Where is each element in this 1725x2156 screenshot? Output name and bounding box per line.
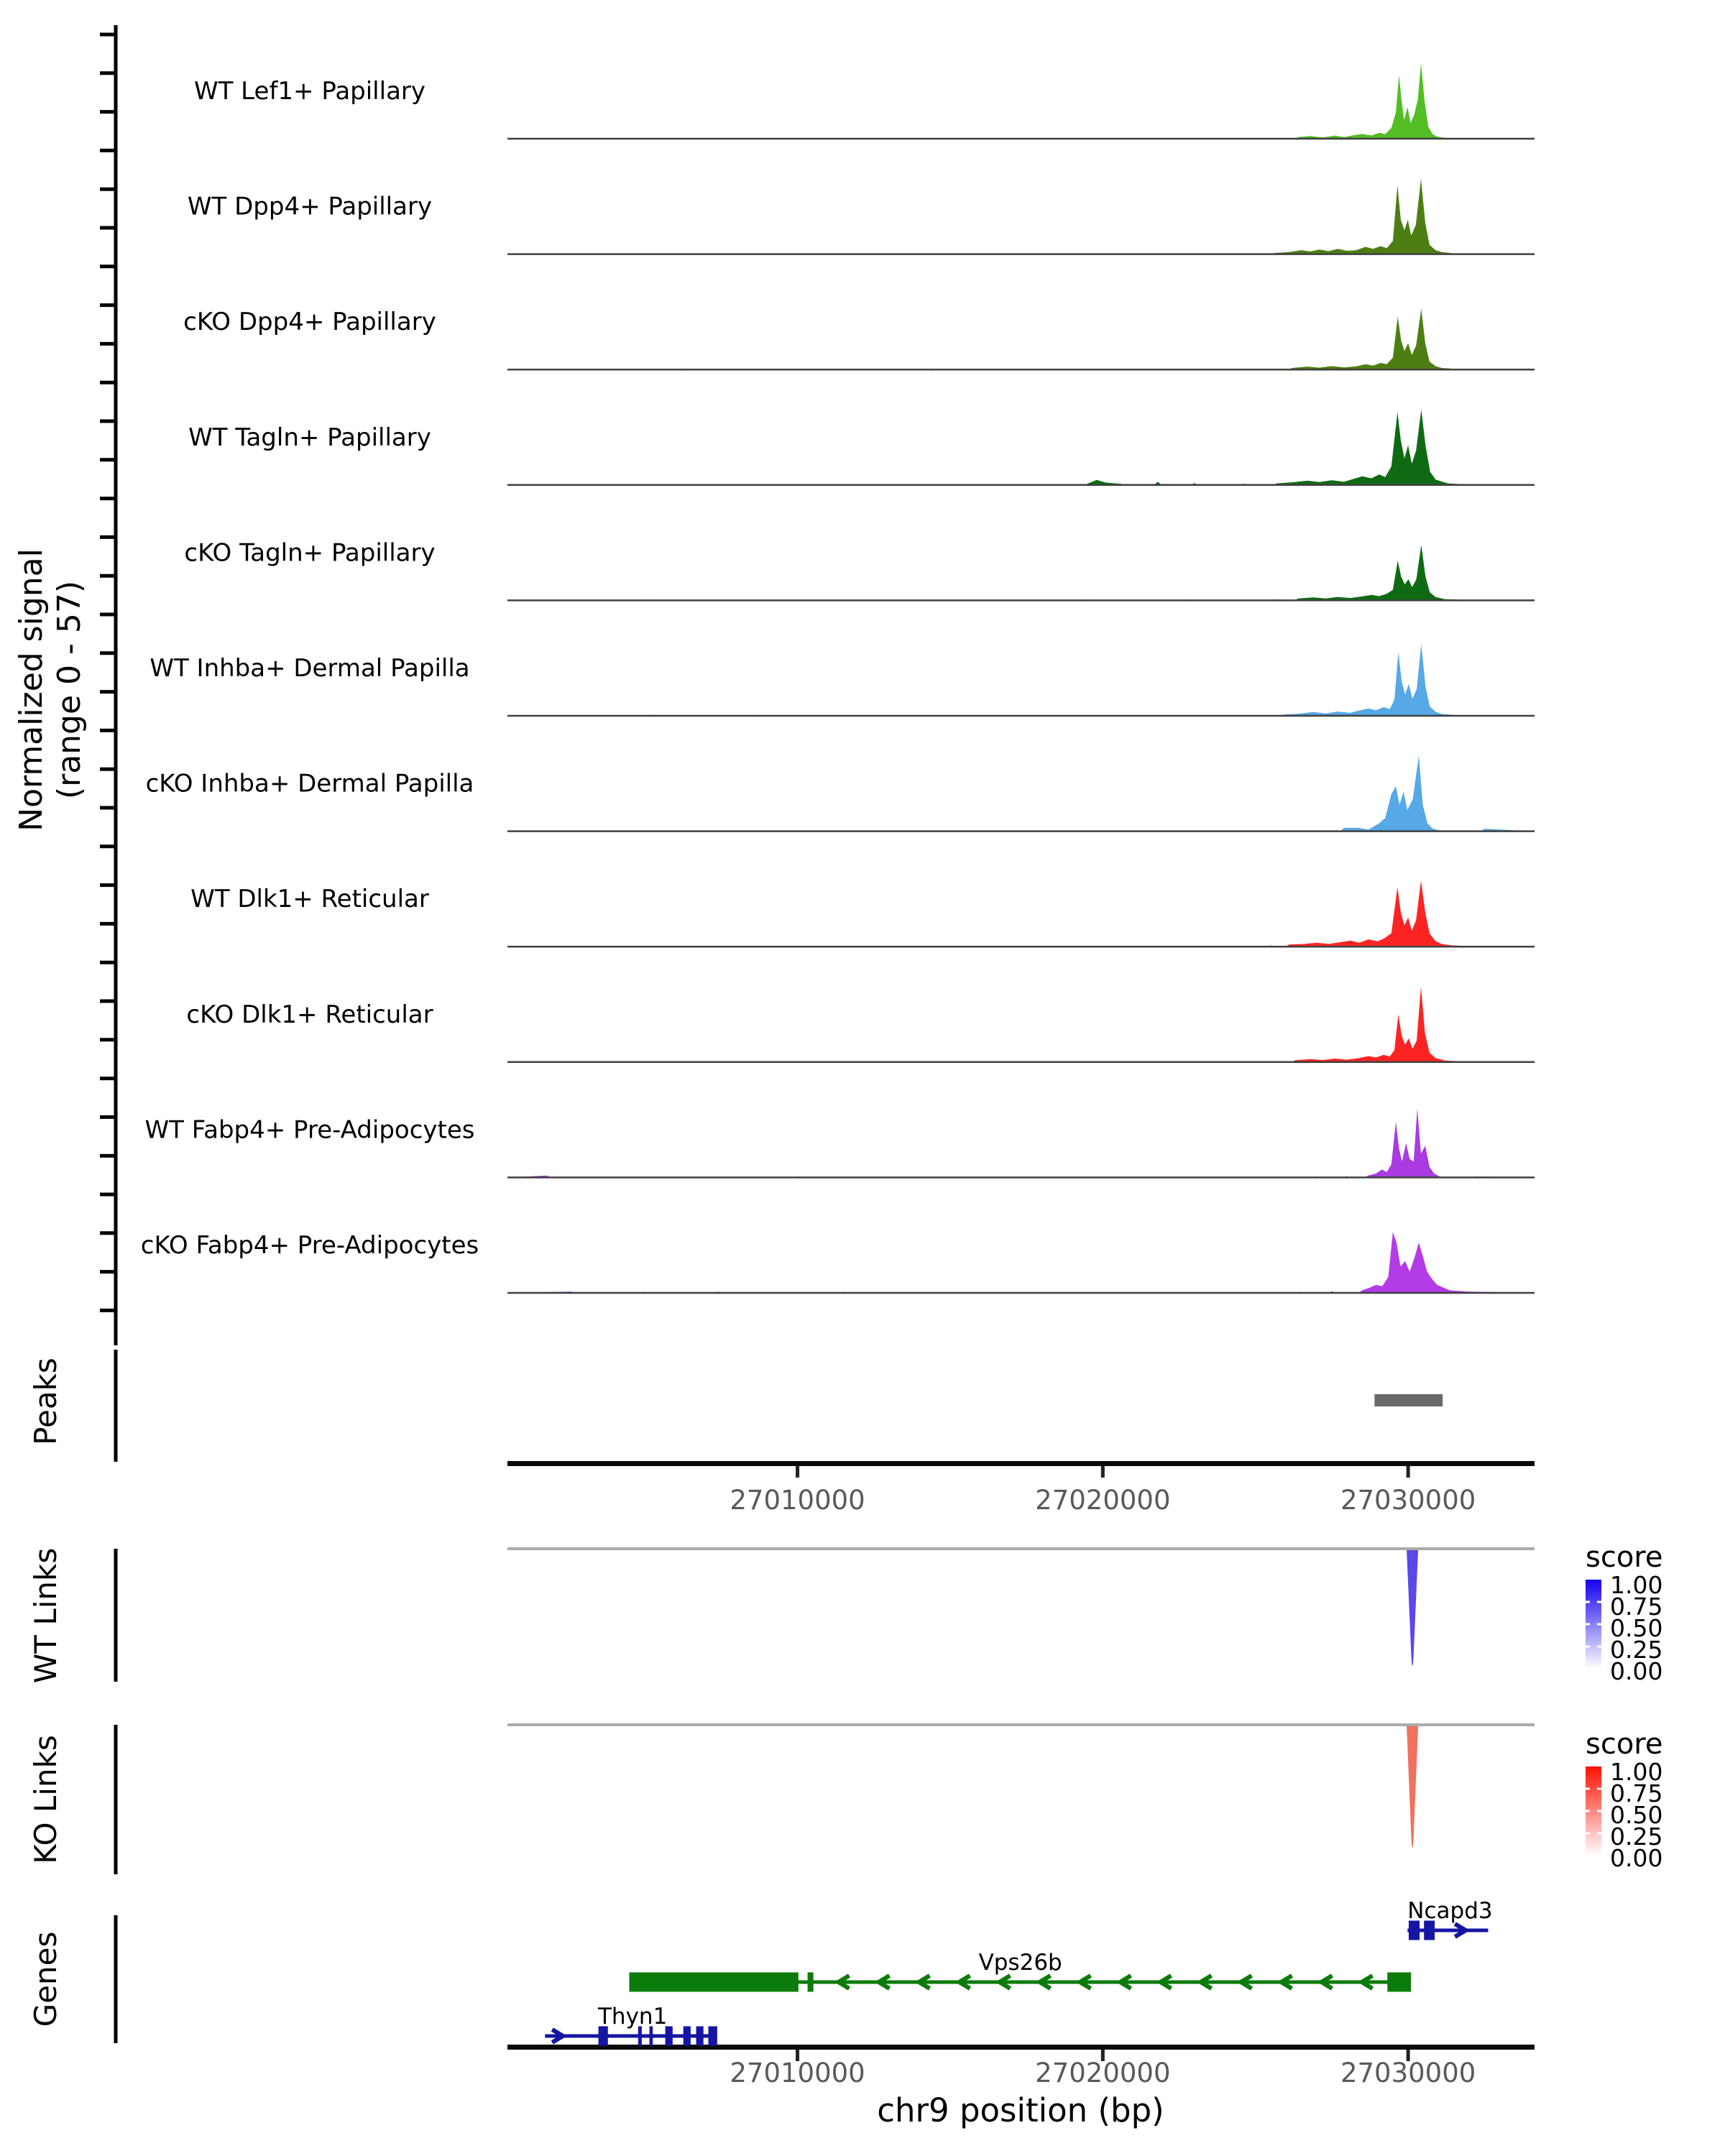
- signal-tracks-group: [141, 63, 1535, 1293]
- score-legend-label: 1.00: [1610, 1571, 1663, 1599]
- coverage-area: [507, 545, 1535, 600]
- peaks-track-group: [1374, 1394, 1443, 1406]
- gene-name-label: Vps26b: [978, 1950, 1062, 1976]
- genes-track-group: [545, 1898, 1492, 2046]
- coverage-area: [507, 309, 1535, 370]
- genes-section-label: Genes: [28, 1931, 63, 2027]
- y-axis-label-line1: Normalized signal: [13, 548, 50, 831]
- wt-links-section-label: WT Links: [28, 1547, 63, 1684]
- colorbar-tick: [1586, 1646, 1590, 1648]
- score-legends-group: [1586, 1571, 1662, 1872]
- score-legend-label: 0.00: [1610, 1657, 1663, 1685]
- gene-name-label: Thyn1: [598, 2004, 668, 2030]
- ko-links-panel-border: [507, 1723, 1535, 1726]
- track-label: WT Lef1+ Papillary: [193, 77, 426, 106]
- genome-axis-tick: [1407, 1466, 1410, 1478]
- genome-axis-line: [507, 2045, 1535, 2050]
- score-legend-label: 0.75: [1610, 1779, 1663, 1807]
- colorbar-tick: [1597, 1623, 1601, 1626]
- gene-exon: [629, 1973, 798, 1992]
- track-label: WT Dpp4+ Papillary: [187, 192, 433, 221]
- genome-axis-tick-label: 27030000: [1340, 1485, 1476, 1516]
- track-label: cKO Dlk1+ Reticular: [186, 1000, 433, 1029]
- coverage-area: [507, 1232, 1535, 1293]
- coverage-area: [507, 987, 1535, 1062]
- ko-score-legend-title: score: [1586, 1728, 1663, 1761]
- gene-exon: [709, 2027, 717, 2046]
- wt-link-spike: [1407, 1550, 1418, 1666]
- peaks-section-label: Peaks: [28, 1358, 63, 1445]
- axis-brackets-group: [100, 25, 116, 2043]
- ko-links-section-label: KO Links: [28, 1735, 63, 1864]
- genome-axis-tick-label: 27020000: [1035, 2058, 1171, 2088]
- score-legend-label: 0.50: [1610, 1614, 1663, 1642]
- colorbar-tick: [1597, 1788, 1601, 1790]
- score-legend-label: 1.00: [1610, 1758, 1663, 1786]
- genome-axis-tick-label: 27030000: [1340, 2058, 1476, 2088]
- colorbar-tick: [1586, 1833, 1590, 1835]
- colorbar-tick: [1586, 1810, 1590, 1812]
- colorbar-tick: [1597, 1646, 1601, 1648]
- genome-axis-line: [507, 1461, 1535, 1466]
- gene-exon: [1387, 1973, 1411, 1992]
- track-label: WT Dlk1+ Reticular: [190, 885, 429, 914]
- score-legend-label: 0.50: [1610, 1801, 1663, 1829]
- gene-exon: [684, 2027, 691, 2046]
- colorbar-tick: [1586, 1623, 1590, 1626]
- coverage-area: [507, 880, 1535, 946]
- score-legend-label: 0.00: [1610, 1844, 1663, 1872]
- ko-link-spike: [1407, 1726, 1418, 1848]
- score-legend-label: 0.25: [1610, 1636, 1663, 1664]
- colorbar-tick: [1597, 1601, 1601, 1603]
- coverage-area: [507, 63, 1535, 139]
- colorbar-tick: [1586, 1788, 1590, 1790]
- coverage-area: [507, 756, 1535, 831]
- colorbar-tick: [1586, 1601, 1590, 1603]
- track-label: WT Tagln+ Papillary: [188, 423, 431, 452]
- coverage-area: [507, 645, 1535, 717]
- genome-axis-tick-label: 27010000: [730, 2058, 865, 2088]
- genome-axis-tick: [1101, 1466, 1105, 1478]
- y-axis-label-line2: (range 0 - 57): [51, 580, 88, 800]
- track-label: WT Fabp4+ Pre-Adipocytes: [144, 1115, 475, 1145]
- gene-exon: [808, 1973, 814, 1992]
- track-label: cKO Fabp4+ Pre-Adipocytes: [140, 1231, 479, 1260]
- genome-axis-tick-label: 27010000: [730, 1485, 865, 1516]
- gene-exon: [696, 2027, 704, 2046]
- track-label: cKO Dpp4+ Papillary: [183, 308, 436, 337]
- coverage-area: [507, 410, 1535, 485]
- peak-region-bar: [1374, 1394, 1443, 1406]
- colorbar-tick: [1597, 1810, 1601, 1812]
- track-label: cKO Inhba+ Dermal Papilla: [145, 769, 474, 798]
- genome-axis-tick: [796, 1466, 799, 1478]
- genome-axis-tick-label: 27020000: [1035, 1485, 1171, 1516]
- score-legend-label: 0.75: [1610, 1593, 1663, 1621]
- track-label: cKO Tagln+ Papillary: [184, 538, 436, 568]
- colorbar-tick: [1597, 1833, 1601, 1835]
- coverage-area: [507, 179, 1535, 254]
- coverage-area: [507, 1109, 1535, 1178]
- gene-name-label: Ncapd3: [1407, 1898, 1493, 1924]
- genome-axes-group: [507, 1461, 1535, 2088]
- x-axis-label: chr9 position (bp): [877, 2091, 1164, 2129]
- wt-score-legend-title: score: [1586, 1541, 1663, 1574]
- links-panels-group: [507, 1547, 1535, 1848]
- wt-links-panel-border: [507, 1547, 1535, 1550]
- track-label: WT Inhba+ Dermal Papilla: [150, 654, 470, 683]
- score-legend-label: 0.25: [1610, 1823, 1663, 1851]
